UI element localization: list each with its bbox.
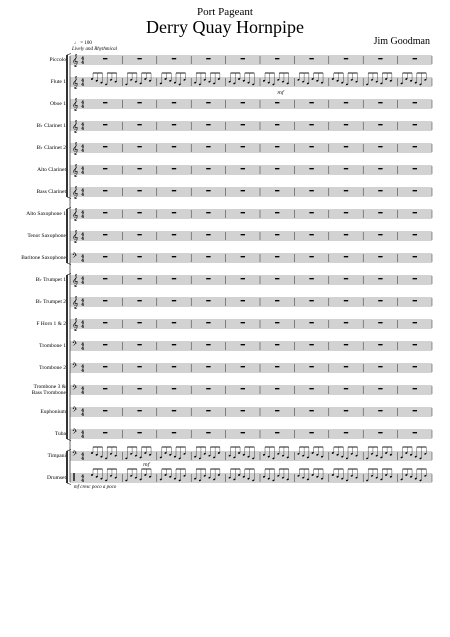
time-signature-bottom: 4 xyxy=(81,281,85,287)
instrument-label-line: B♭ Clarinet 1 xyxy=(36,123,66,129)
treble-clef-icon: 𝄞 xyxy=(72,208,79,221)
whole-rest-icon xyxy=(378,410,382,411)
whole-rest-icon xyxy=(172,410,176,411)
time-signature-top: 4 xyxy=(81,299,85,304)
instrument-label-line: Bass Clarinet xyxy=(36,189,66,195)
whole-rest-icon xyxy=(206,432,210,433)
whole-rest-icon xyxy=(344,410,348,411)
whole-rest-icon xyxy=(309,300,313,301)
whole-rest-icon xyxy=(275,102,279,103)
bracket-hook-bottom xyxy=(67,197,71,199)
whole-rest-icon xyxy=(344,58,348,59)
score-title: Derry Quay Hornpipe xyxy=(146,17,304,37)
whole-rest-icon xyxy=(309,410,313,411)
bass-clef-icon: 𝄢 xyxy=(72,406,78,415)
whole-rest-icon xyxy=(344,388,348,389)
time-signature-top: 4 xyxy=(81,101,85,106)
time-signature-bottom: 4 xyxy=(81,457,85,463)
whole-rest-icon xyxy=(309,432,313,433)
whole-rest-icon xyxy=(241,278,245,279)
whole-rest-icon xyxy=(413,322,417,323)
whole-rest-icon xyxy=(378,58,382,59)
instrument-label-line: Tuba xyxy=(54,431,66,437)
whole-rest-icon xyxy=(378,124,382,125)
instrument-label-line: Trombone 2 xyxy=(39,365,66,371)
whole-rest-icon xyxy=(344,300,348,301)
time-signature-top: 4 xyxy=(81,189,85,194)
score-subtitle: Port Pageant xyxy=(197,6,253,18)
whole-rest-icon xyxy=(378,344,382,345)
whole-rest-icon xyxy=(103,58,107,59)
whole-rest-icon xyxy=(275,410,279,411)
whole-rest-icon xyxy=(172,102,176,103)
whole-rest-icon xyxy=(241,102,245,103)
bass-clef-icon: 𝄢 xyxy=(72,252,78,261)
whole-rest-icon xyxy=(137,146,141,147)
instrument-label-line: B♭ Trumpet 1 xyxy=(35,277,66,283)
bass-clef-icon: 𝄢 xyxy=(72,340,78,349)
whole-rest-icon xyxy=(241,124,245,125)
whole-rest-icon xyxy=(137,58,141,59)
whole-rest-icon xyxy=(241,190,245,191)
whole-rest-icon xyxy=(275,124,279,125)
whole-rest-icon xyxy=(206,322,210,323)
instrument-label-line: B♭ Clarinet 2 xyxy=(36,145,66,151)
time-signature-top: 4 xyxy=(81,321,85,326)
whole-rest-icon xyxy=(103,344,107,345)
bass-clef-icon: 𝄢 xyxy=(72,384,78,393)
instrument-label-line: Oboe 1 xyxy=(49,101,66,107)
whole-rest-icon xyxy=(378,322,382,323)
time-signature-bottom: 4 xyxy=(81,479,85,485)
whole-rest-icon xyxy=(137,322,141,323)
instrument-label-line: Alto Saxophone 1 xyxy=(26,211,66,217)
whole-rest-icon xyxy=(172,190,176,191)
time-signature-bottom: 4 xyxy=(81,61,85,67)
whole-rest-icon xyxy=(206,234,210,235)
whole-rest-icon xyxy=(103,432,107,433)
time-signature-bottom: 4 xyxy=(81,237,85,243)
bracket-hook-top xyxy=(67,208,71,210)
time-signature-bottom: 4 xyxy=(81,347,85,353)
whole-rest-icon xyxy=(344,278,348,279)
whole-rest-icon xyxy=(172,124,176,125)
whole-rest-icon xyxy=(309,322,313,323)
whole-rest-icon xyxy=(206,410,210,411)
time-signature-top: 4 xyxy=(81,387,85,392)
whole-rest-icon xyxy=(103,410,107,411)
time-signature-top: 4 xyxy=(81,343,85,348)
whole-rest-icon xyxy=(413,190,417,191)
dynamic-mark: mf xyxy=(143,462,150,468)
whole-rest-icon xyxy=(309,168,313,169)
whole-rest-icon xyxy=(344,256,348,257)
whole-rest-icon xyxy=(241,168,245,169)
whole-rest-icon xyxy=(309,146,313,147)
whole-rest-icon xyxy=(344,168,348,169)
whole-rest-icon xyxy=(309,234,313,235)
whole-rest-icon xyxy=(309,278,313,279)
whole-rest-icon xyxy=(103,278,107,279)
whole-rest-icon xyxy=(309,58,313,59)
whole-rest-icon xyxy=(309,190,313,191)
whole-rest-icon xyxy=(137,410,141,411)
whole-rest-icon xyxy=(241,58,245,59)
time-signature-bottom: 4 xyxy=(81,303,85,309)
whole-rest-icon xyxy=(241,234,245,235)
time-signature-bottom: 4 xyxy=(81,369,85,375)
whole-rest-icon xyxy=(172,168,176,169)
whole-rest-icon xyxy=(241,256,245,257)
treble-clef-icon: 𝄞 xyxy=(72,98,79,111)
whole-rest-icon xyxy=(103,102,107,103)
whole-rest-icon xyxy=(241,410,245,411)
instrument-label-line: Trombone 3 & xyxy=(33,384,66,390)
time-signature-top: 4 xyxy=(81,475,85,480)
dynamic-mark: mf xyxy=(277,90,284,96)
whole-rest-icon xyxy=(103,300,107,301)
time-signature-top: 4 xyxy=(81,79,85,84)
time-signature-top: 4 xyxy=(81,431,85,436)
whole-rest-icon xyxy=(172,366,176,367)
whole-rest-icon xyxy=(241,300,245,301)
bracket-hook-bottom xyxy=(67,439,71,441)
whole-rest-icon xyxy=(137,432,141,433)
whole-rest-icon xyxy=(275,146,279,147)
whole-rest-icon xyxy=(206,190,210,191)
whole-rest-icon xyxy=(172,256,176,257)
whole-rest-icon xyxy=(172,212,176,213)
whole-rest-icon xyxy=(241,388,245,389)
whole-rest-icon xyxy=(275,344,279,345)
whole-rest-icon xyxy=(137,102,141,103)
bracket-hook-top xyxy=(67,54,71,56)
whole-rest-icon xyxy=(172,344,176,345)
whole-rest-icon xyxy=(275,212,279,213)
treble-clef-icon: 𝄞 xyxy=(72,142,79,155)
bracket-hook-top xyxy=(67,274,71,276)
whole-rest-icon xyxy=(275,256,279,257)
whole-rest-icon xyxy=(275,366,279,367)
whole-rest-icon xyxy=(413,344,417,345)
whole-rest-icon xyxy=(413,300,417,301)
composer-name: Jim Goodman xyxy=(373,36,430,47)
whole-rest-icon xyxy=(275,322,279,323)
whole-rest-icon xyxy=(137,234,141,235)
whole-rest-icon xyxy=(172,146,176,147)
whole-rest-icon xyxy=(103,256,107,257)
whole-rest-icon xyxy=(172,322,176,323)
whole-rest-icon xyxy=(309,212,313,213)
whole-rest-icon xyxy=(103,234,107,235)
whole-rest-icon xyxy=(344,322,348,323)
instrument-label-line: Bass Trombone xyxy=(31,390,66,396)
time-signature-bottom: 4 xyxy=(81,171,85,177)
whole-rest-icon xyxy=(137,344,141,345)
whole-rest-icon xyxy=(344,190,348,191)
treble-clef-icon: 𝄞 xyxy=(72,318,79,331)
whole-rest-icon xyxy=(137,278,141,279)
whole-rest-icon xyxy=(344,234,348,235)
time-signature-top: 4 xyxy=(81,123,85,128)
whole-rest-icon xyxy=(344,146,348,147)
time-signature-top: 4 xyxy=(81,365,85,370)
time-signature-top: 4 xyxy=(81,167,85,172)
whole-rest-icon xyxy=(206,212,210,213)
whole-rest-icon xyxy=(413,124,417,125)
whole-rest-icon xyxy=(206,58,210,59)
instrument-label-line: Trombone 1 xyxy=(39,343,66,349)
style-marking: Lively and Rhythmical xyxy=(72,47,117,52)
whole-rest-icon xyxy=(378,168,382,169)
time-signature-bottom: 4 xyxy=(81,215,85,221)
whole-rest-icon xyxy=(206,344,210,345)
instrument-label-line: Euphonium xyxy=(40,409,66,415)
whole-rest-icon xyxy=(206,124,210,125)
whole-rest-icon xyxy=(103,168,107,169)
whole-rest-icon xyxy=(413,366,417,367)
time-signature-top: 4 xyxy=(81,211,85,216)
whole-rest-icon xyxy=(344,432,348,433)
whole-rest-icon xyxy=(309,256,313,257)
time-signature-top: 4 xyxy=(81,453,85,458)
treble-clef-icon: 𝄞 xyxy=(72,186,79,199)
instrument-label-line: Piccolo xyxy=(49,57,66,63)
whole-rest-icon xyxy=(275,278,279,279)
whole-rest-icon xyxy=(378,432,382,433)
bass-clef-icon: 𝄢 xyxy=(72,428,78,437)
whole-rest-icon xyxy=(206,146,210,147)
time-signature-top: 4 xyxy=(81,145,85,150)
whole-rest-icon xyxy=(275,168,279,169)
whole-rest-icon xyxy=(275,234,279,235)
whole-rest-icon xyxy=(413,388,417,389)
instrument-label-line: Baritone Saxophone xyxy=(21,255,66,261)
whole-rest-icon xyxy=(378,212,382,213)
bass-clef-icon: 𝄢 xyxy=(72,362,78,371)
whole-rest-icon xyxy=(413,168,417,169)
time-signature-top: 4 xyxy=(81,409,85,414)
whole-rest-icon xyxy=(344,124,348,125)
time-signature-bottom: 4 xyxy=(81,435,85,441)
whole-rest-icon xyxy=(206,256,210,257)
whole-rest-icon xyxy=(378,146,382,147)
whole-rest-icon xyxy=(378,190,382,191)
time-signature-top: 4 xyxy=(81,277,85,282)
whole-rest-icon xyxy=(206,388,210,389)
whole-rest-icon xyxy=(137,168,141,169)
whole-rest-icon xyxy=(206,102,210,103)
whole-rest-icon xyxy=(241,212,245,213)
time-signature-bottom: 4 xyxy=(81,413,85,419)
whole-rest-icon xyxy=(103,124,107,125)
whole-rest-icon xyxy=(413,58,417,59)
whole-rest-icon xyxy=(275,190,279,191)
whole-rest-icon xyxy=(137,300,141,301)
whole-rest-icon xyxy=(344,102,348,103)
time-signature-bottom: 4 xyxy=(81,259,85,265)
whole-rest-icon xyxy=(413,234,417,235)
whole-rest-icon xyxy=(206,366,210,367)
whole-rest-icon xyxy=(309,344,313,345)
whole-rest-icon xyxy=(172,234,176,235)
bracket-hook-top xyxy=(67,450,71,452)
whole-rest-icon xyxy=(309,124,313,125)
time-signature-bottom: 4 xyxy=(81,127,85,133)
whole-rest-icon xyxy=(378,234,382,235)
instrument-label-line: Flute 1 xyxy=(50,79,66,85)
whole-rest-icon xyxy=(378,366,382,367)
whole-rest-icon xyxy=(378,278,382,279)
time-signature-bottom: 4 xyxy=(81,193,85,199)
whole-rest-icon xyxy=(309,388,313,389)
instrument-label-line: B♭ Trumpet 2 xyxy=(35,299,66,305)
whole-rest-icon xyxy=(206,278,210,279)
time-signature-top: 4 xyxy=(81,57,85,62)
perc-clef-icon: ‖ xyxy=(72,472,76,481)
whole-rest-icon xyxy=(378,256,382,257)
whole-rest-icon xyxy=(344,344,348,345)
dynamic-text: mf cresc poco a poco xyxy=(74,485,117,490)
bracket-hook-bottom xyxy=(67,483,71,485)
instrument-label-line: Timpani xyxy=(47,453,66,459)
instrument-label-line: Alto Clarinet xyxy=(37,167,66,173)
whole-rest-icon xyxy=(413,146,417,147)
whole-rest-icon xyxy=(137,388,141,389)
whole-rest-icon xyxy=(206,168,210,169)
whole-rest-icon xyxy=(413,410,417,411)
whole-rest-icon xyxy=(275,432,279,433)
treble-clef-icon: 𝄞 xyxy=(72,164,79,177)
treble-clef-icon: 𝄞 xyxy=(72,296,79,309)
treble-clef-icon: 𝄞 xyxy=(72,230,79,243)
time-signature-bottom: 4 xyxy=(81,149,85,155)
time-signature-top: 4 xyxy=(81,255,85,260)
treble-clef-icon: 𝄞 xyxy=(72,274,79,287)
whole-rest-icon xyxy=(103,366,107,367)
whole-rest-icon xyxy=(241,322,245,323)
whole-rest-icon xyxy=(275,300,279,301)
whole-rest-icon xyxy=(103,322,107,323)
whole-rest-icon xyxy=(103,190,107,191)
time-signature-bottom: 4 xyxy=(81,325,85,331)
whole-rest-icon xyxy=(344,212,348,213)
whole-rest-icon xyxy=(413,278,417,279)
tempo-marking: ♩ = 100 xyxy=(74,41,92,46)
time-signature-bottom: 4 xyxy=(81,391,85,397)
time-signature-top: 4 xyxy=(81,233,85,238)
whole-rest-icon xyxy=(137,124,141,125)
bass-clef-icon: 𝄢 xyxy=(72,450,78,459)
whole-rest-icon xyxy=(172,388,176,389)
whole-rest-icon xyxy=(172,432,176,433)
whole-rest-icon xyxy=(378,102,382,103)
whole-rest-icon xyxy=(413,432,417,433)
whole-rest-icon xyxy=(275,388,279,389)
whole-rest-icon xyxy=(137,212,141,213)
whole-rest-icon xyxy=(413,256,417,257)
whole-rest-icon xyxy=(103,388,107,389)
whole-rest-icon xyxy=(344,366,348,367)
whole-rest-icon xyxy=(172,300,176,301)
whole-rest-icon xyxy=(309,366,313,367)
whole-rest-icon xyxy=(413,212,417,213)
whole-rest-icon xyxy=(413,102,417,103)
whole-rest-icon xyxy=(241,146,245,147)
instrument-label-line: F Horn 1 & 2 xyxy=(36,321,66,327)
bracket-hook-bottom xyxy=(67,263,71,265)
instrument-label-line: Drumset xyxy=(47,475,66,481)
whole-rest-icon xyxy=(103,146,107,147)
whole-rest-icon xyxy=(241,432,245,433)
time-signature-bottom: 4 xyxy=(81,83,85,89)
whole-rest-icon xyxy=(241,344,245,345)
time-signature-bottom: 4 xyxy=(81,105,85,111)
whole-rest-icon xyxy=(206,300,210,301)
whole-rest-icon xyxy=(103,212,107,213)
whole-rest-icon xyxy=(137,366,141,367)
whole-rest-icon xyxy=(378,300,382,301)
whole-rest-icon xyxy=(241,366,245,367)
whole-rest-icon xyxy=(172,278,176,279)
whole-rest-icon xyxy=(309,102,313,103)
whole-rest-icon xyxy=(137,190,141,191)
instrument-label-line: Tenor Saxophone xyxy=(27,233,66,239)
whole-rest-icon xyxy=(378,388,382,389)
treble-clef-icon: 𝄞 xyxy=(72,120,79,133)
whole-rest-icon xyxy=(172,58,176,59)
treble-clef-icon: 𝄞 xyxy=(72,76,79,89)
treble-clef-icon: 𝄞 xyxy=(72,54,79,67)
whole-rest-icon xyxy=(137,256,141,257)
whole-rest-icon xyxy=(275,58,279,59)
